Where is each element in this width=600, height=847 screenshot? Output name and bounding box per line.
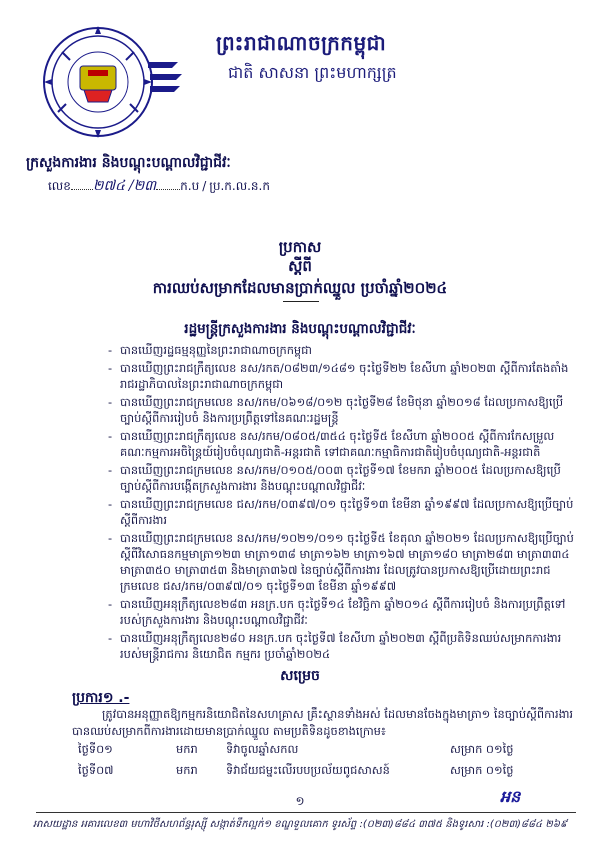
kingdom-title: ព្រះរាជាណាចក្រកម្ពុជា <box>216 31 387 55</box>
holiday-day: ថ្ងៃទី០៧ <box>78 763 114 777</box>
national-motto: ជាតិ សាសនា ព្រះមហាក្សត្រ <box>228 63 397 82</box>
list-item: - បានឃើញរដ្ឋធម្មនុញ្ញនៃព្រះរាជាណាចក្រកម្ពុជា <box>112 342 580 358</box>
article-text: ត្រូវបានអនុញ្ញាតឱ្យកម្មករនិយោជិតនៃសហគ្រាស គ្រឹះស្ថានទាំងអស់ ដែលមានចែងក្នុងមាត្រា១ នៃច្បាប់ស្តីពីការងារ បានឈប់សម្រាកពីការងារដោយមានប្រាក់ឈ្នួល តាមប្រតិទិនដូចខាងក្រោម៖ <box>72 707 574 738</box>
list-item: - បានឃើញព្រះរាជក្រឹត្យលេខ នស/រកម/០៨០៥/៣៥៤ ចុះថ្ងៃទី៥ ខែសីហា ឆ្នាំ២០០៥ ស្តីពីការកែសម្រួលគណៈកម្មការអចិន្ត្រៃយ៍រៀបចំបុណ្យជាតិ-អន្តរជាតិ ទៅជាគណៈកម្មាធិការជាតិរៀបចំបុណ្យជាតិ-អន្តរជាតិ <box>112 428 580 460</box>
ministry-name: ក្រសួងការងារ និងបណ្តុះបណ្តាលវិជ្ជាជីវៈ <box>26 155 231 171</box>
holiday-month: មករា <box>176 742 198 756</box>
ref-year: ២៣ <box>133 178 157 194</box>
holiday-month: មករា <box>176 763 198 777</box>
ref-code: ប្រ.ក.ល.ន.ក <box>209 179 270 193</box>
decision-heading: សម្រេច <box>280 668 320 684</box>
issuer-heading: រដ្ឋមន្ត្រីក្រសួងការងារ និងបណ្តុះបណ្តាលវិជ្ជាជីវៈ <box>184 321 416 337</box>
ministry-logo <box>18 22 192 144</box>
list-item: - បានឃើញអនុក្រឹត្យលេខ២៨០ អនក្រ.បក ចុះថ្ងៃទី៧ ខែសីហា ឆ្នាំ២០២៣ ស្តីពីប្រតិទិនឈប់សម្រាកការងាររបស់មន្ត្រីរាជការ និយោជិត កម្មករ ប្រចាំឆ្នាំ២០២៤ <box>112 630 580 662</box>
list-item: - បានឃើញអនុក្រឹត្យលេខ២៨៣ អនក្រ.បក ចុះថ្ងៃទី១៤ ខែវិច្ឆិកា ឆ្នាំ២០១៤ ស្តីពីការរៀបចំ និងការប្រព្រឹត្តទៅរបស់ក្រសួងការងារ និងបណ្តុះបណ្តាលវិជ្ជាជីវៈ <box>112 596 580 628</box>
holiday-name: ទិវាចូលឆ្នាំសកល <box>226 742 299 756</box>
list-item: - បានឃើញព្រះរាជក្រមលេខ នស/រកម/០៦១៨/០១២ ចុះថ្ងៃទី២៨ ខែមិថុនា ឆ្នាំ២០១៨ ដែលប្រកាសឱ្យប្រើច្បាប់ស្តីពីការរៀបចំ និងការប្រព្រឹត្តទៅនៃគណៈរដ្ឋមន្ត្រី <box>112 394 580 426</box>
holiday-row <box>78 763 578 781</box>
document-title-line2: ស្តីពី <box>288 257 312 275</box>
footer-address: អាសយដ្ឋាន អគារលេខ៣ មហាវិថីសហព័ន្ធរុស្ស៊ី សង្កាត់ទឹកល្អក់១ ខណ្ឌទួលគោក ទូរស័ព្ទ :(០២៣)៨៨៤ ៣៧៥ និងទូរសារ :(០២៣)៨៨៤ ២៦៩ <box>32 819 568 830</box>
ref-dots <box>71 177 93 190</box>
ref-number: ២៧៤ <box>92 178 125 194</box>
list-item: - បានឃើញព្រះរាជក្រមលេខ ជស/រកម/០៣៩៧/០១ ចុះថ្ងៃទី១៣ ខែមីនា ឆ្នាំ១៩៩៧ ដែលប្រកាសឱ្យប្រើច្បាប់ស្តីពីការងារ <box>112 496 580 528</box>
holiday-row <box>78 742 578 760</box>
references-list <box>112 342 580 664</box>
list-item: - បានឃើញព្រះរាជក្រមលេខ នស/រកម/០១០៥/០០៣ ចុះថ្ងៃទី១៧ ខែមករា ឆ្នាំ២០០៥ ដែលប្រកាសឱ្យប្រើច្បាប់ស្តីពីការបង្កើតក្រសួងការងារ និងបណ្តុះបណ្តាលវិជ្ជាជីវៈ <box>112 462 580 494</box>
ref-suffix-label: ក.ប <box>180 179 200 193</box>
holiday-duration: សម្រាក ០១ថ្ងៃ <box>450 763 514 777</box>
holiday-day: ថ្ងៃទី០១ <box>78 742 113 756</box>
list-item: - បានឃើញព្រះរាជក្រឹត្យលេខ នស/រកត/០៨២៣/១៤៨១ ចុះថ្ងៃទី២២ ខែសីហា ឆ្នាំ២០២៣ ស្តីពីការតែងតាំងរាជរដ្ឋាភិបាលនៃព្រះរាជាណាចក្រកម្ពុជា <box>112 360 580 392</box>
title-divider <box>283 301 319 302</box>
document-title-line1: ប្រកាស <box>278 238 322 256</box>
page-number: ១ <box>295 794 305 808</box>
ref-label: លេខ <box>48 179 71 193</box>
ref-dots-2 <box>156 177 180 190</box>
holiday-duration: សម្រាក ០១ថ្ងៃ <box>450 742 514 756</box>
article-label: ប្រការ១ .- <box>72 690 130 706</box>
footer-divider <box>36 812 576 813</box>
document-title-line3: ការឈប់សម្រាកដែលមានប្រាក់ឈ្នួល ប្រចាំឆ្នាំ២០២៤ <box>152 279 448 297</box>
holiday-name: ទិវាជ័យជម្នះលើរបបប្រល័យពូជសាសន៍ <box>226 763 390 777</box>
reference-line: លេខ ២៧៤ / ២៣ ក.ប / ប្រ.ក.ល.ន.ក <box>48 176 270 197</box>
list-item: - បានឃើញព្រះរាជក្រមលេខ នស/រកម/១០២១/០១១ ចុះថ្ងៃទី៥ ខែតុលា ឆ្នាំ២០២១ ដែលប្រកាសឱ្យប្រើច្បាប់ស្តីពីវិសោធនកម្មមាត្រា១២៣ មាត្រា១៣៨ មាត្រា១៦២ មាត្រា១៦៧ មាត្រា១៨០ មាត្រា២៨៣ មាត្រា៣៣៤ មាត្រា៣៥០ មាត្រា៣៥៣ និងមាត្រា៣៦៧ នៃច្បាប់ស្តីពីការងារ ដែលត្រូវបានប្រកាសឱ្យប្រើដោយព្រះរាជក្រមលេខ ជស/រកម/០៣៩៧/០១ ចុះថ្ងៃទី១៣ ខែមីនា ឆ្នាំ១៩៩៧ <box>112 530 580 594</box>
handwritten-initials: អន <box>500 787 521 806</box>
